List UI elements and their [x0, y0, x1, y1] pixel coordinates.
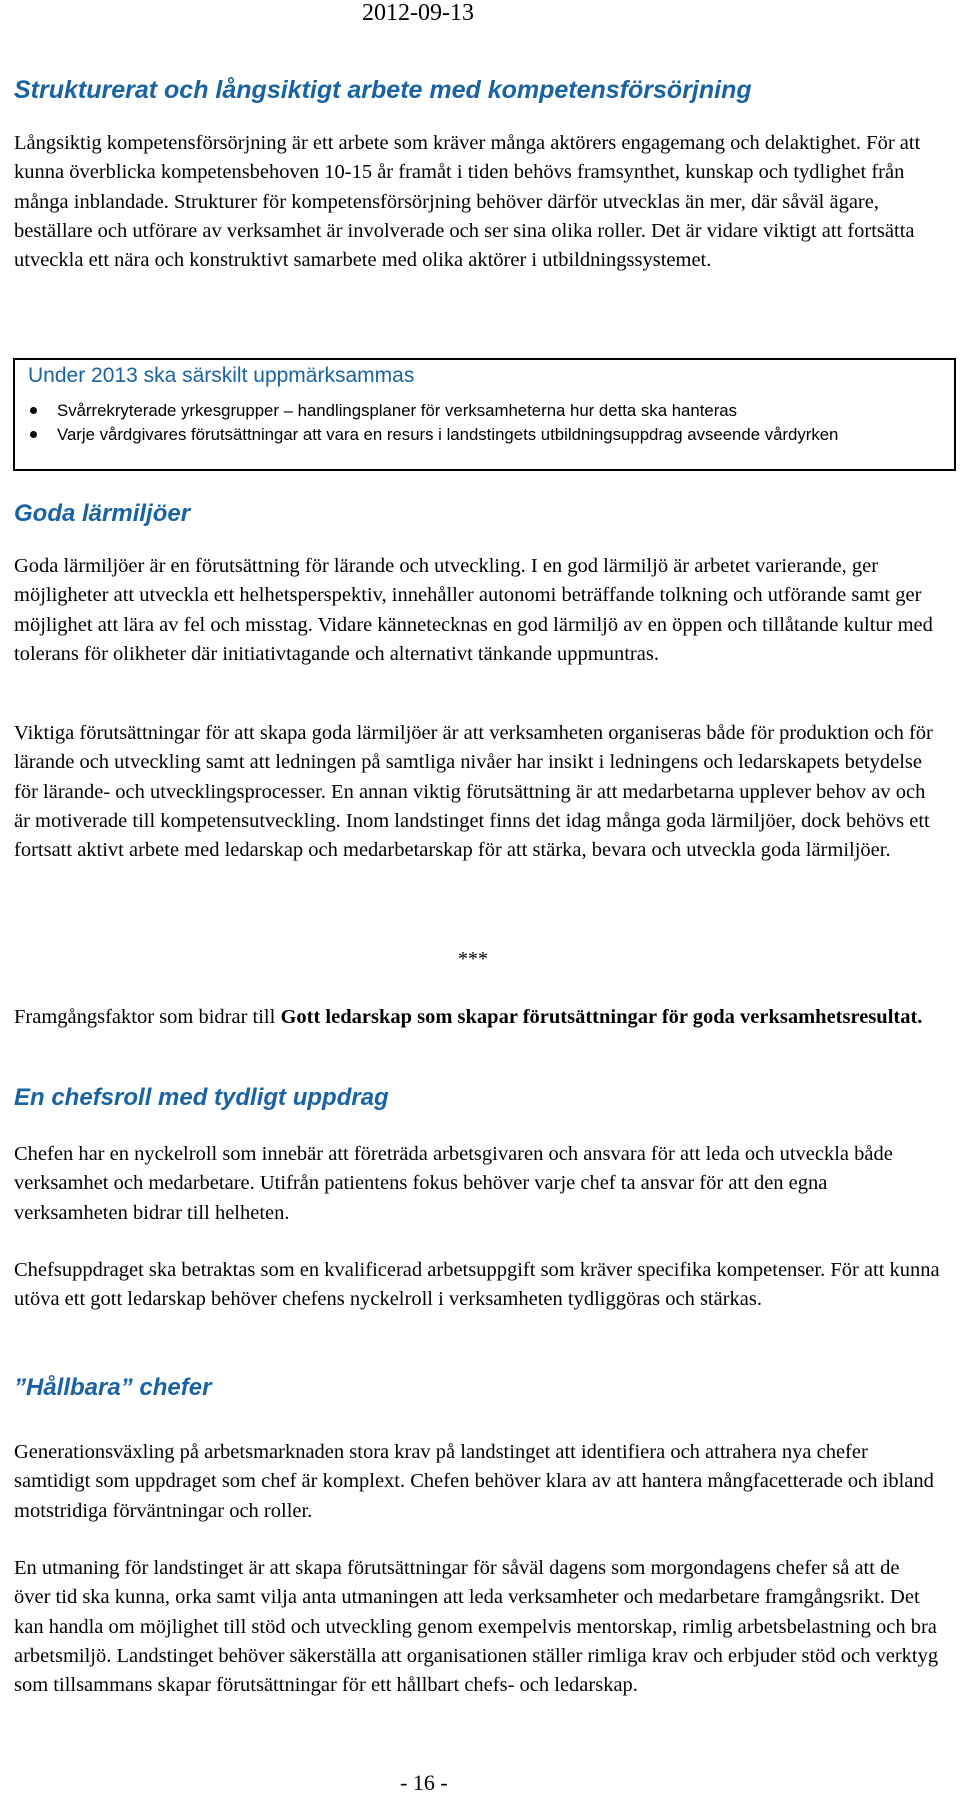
section-separator: *** — [458, 948, 488, 970]
bullet-text: Svårrekryterade yrkesgrupper – handlingsplaner för verksamheterna hur detta ska hanteras — [57, 401, 738, 420]
heading-strukturerat-arbete: Strukturerat och långsiktigt arbete med kompetensförsörjning — [14, 76, 752, 104]
heading-hallbara-chefer: ”Hållbara” chefer — [14, 1374, 212, 1401]
bullet-item — [15, 424, 955, 445]
paragraph-hallbara-2: En utmaning för landstinget är att skapa förutsättningar för såväl dagens som morgondagens chefer så att de över tid ska kunna, orka samt vilja anta utmaningen att leda verksamheter och medarbetare framgångsrikt. Det kan handla om möjlighet till stöd och utveckling genom exempelvis mentorskap, rimlig arbetsbelastning och bra arbetsmiljö. Landstinget behöver säkerställa att organisationen ställer rimliga krav och erbjuder stöd och verktyg som tillsammans skapar förutsättningar för ett hållbart chefs- och ledarskap. — [14, 1557, 939, 1697]
paragraph-chefsroll-2: Chefsuppdraget ska betraktas som en kvalificerad arbetsuppgift som kräver specifika kompetenser. För att kunna utöva ett gott ledarskap behöver chefens nyckelroll i verksamheten tydliggöras och stärkas. — [14, 1259, 940, 1311]
box-title: Under 2013 ska särskilt uppmärksammas — [28, 364, 415, 387]
header-date: 2012-09-13 — [362, 0, 474, 26]
heading-chefsroll: En chefsroll med tydligt uppdrag — [14, 1084, 389, 1111]
paragraph-larmiljo-1: Goda lärmiljöer är en förutsättning för lärande och utveckling. I en god lärmiljö är arbetet varierande, ger möjligheter att utveckla ett helhetsperspektiv, innehåller autonomi beträffande tolkning och utförande samt ger möjlighet att lära av fel och misstag. Vidare kännetecknas en god lärmiljö av en öppen och tillåtande kultur med tolerans för olikheter där initiativtagande och alternativt tänkande uppmuntras. — [14, 555, 933, 665]
page-number: - 16 - — [400, 1770, 448, 1795]
success-factor-prefix: Framgångsfaktor som bidrar till — [14, 1006, 281, 1028]
bullet-dot-icon — [30, 407, 37, 414]
box-bullet-list — [15, 400, 955, 448]
heading-goda-larmiljoer: Goda lärmiljöer — [14, 500, 191, 527]
success-factor-text — [14, 1003, 940, 1032]
paragraph-hallbara-1: Generationsväxling på arbetsmarknaden stora krav på landstinget att identifiera och attrahera nya chefer samtidigt som uppdraget som chef är komplext. Chefen behöver klara av att hantera mångfacetterade och ibland motstridiga förväntningar och roller. — [14, 1441, 934, 1522]
bullet-dot-icon — [30, 431, 37, 438]
bullet-text: Varje vårdgivares förutsättningar att vara en resurs i landstingets utbildningsuppdrag avseende vårdyrken — [57, 425, 839, 444]
highlight-box — [13, 358, 956, 471]
success-factor-bold: Gott ledarskap som skapar förutsättningar för goda verksamhetsresultat. — [280, 1006, 923, 1028]
paragraph-chefsroll-1: Chefen har en nyckelroll som innebär att företräda arbetsgivaren och ansvara för att leda och utveckla både verksamhet och medarbetare. Utifrån patientens fokus behöver varje chef ta ansvar för att den egna verksamheten bidrar till helheten. — [14, 1143, 893, 1224]
paragraph-larmiljo-2: Viktiga förutsättningar för att skapa goda lärmiljöer är att verksamheten organiseras både för produktion och för lärande och utveckling samt att ledningen på samtliga nivåer har insikt i ledningens och ledarskapets betydelse för lärande- och utvecklingsprocesser. En annan viktig förutsättning är att medarbetarna upplever behov av och är motiverade till kompetensutveckling. Inom landstinget finns det idag många goda lärmiljöer, dock behövs ett fortsatt aktivt arbete med ledarskap och medarbetarskap för att stärka, bevara och utveckla goda lärmiljöer. — [14, 722, 933, 862]
paragraph-kompetensforsorjning: Långsiktig kompetensförsörjning är ett arbete som kräver många aktörers engagemang och delaktighet. För att kunna överblicka kompetensbehoven 10-15 år framåt i tiden behövs framsynthet, kunskap och tydlighet från många inblandade. Strukturer för kompetensförsörjning behöver därför utvecklas än mer, där såväl ägare, beställare och utförare av verksamhet är involverade och ser sina olika roller. Det är vidare viktigt att fortsätta utveckla ett nära och konstruktivt samarbete med olika aktörer i utbildningssystemet. — [14, 132, 921, 272]
bullet-item — [15, 400, 955, 421]
